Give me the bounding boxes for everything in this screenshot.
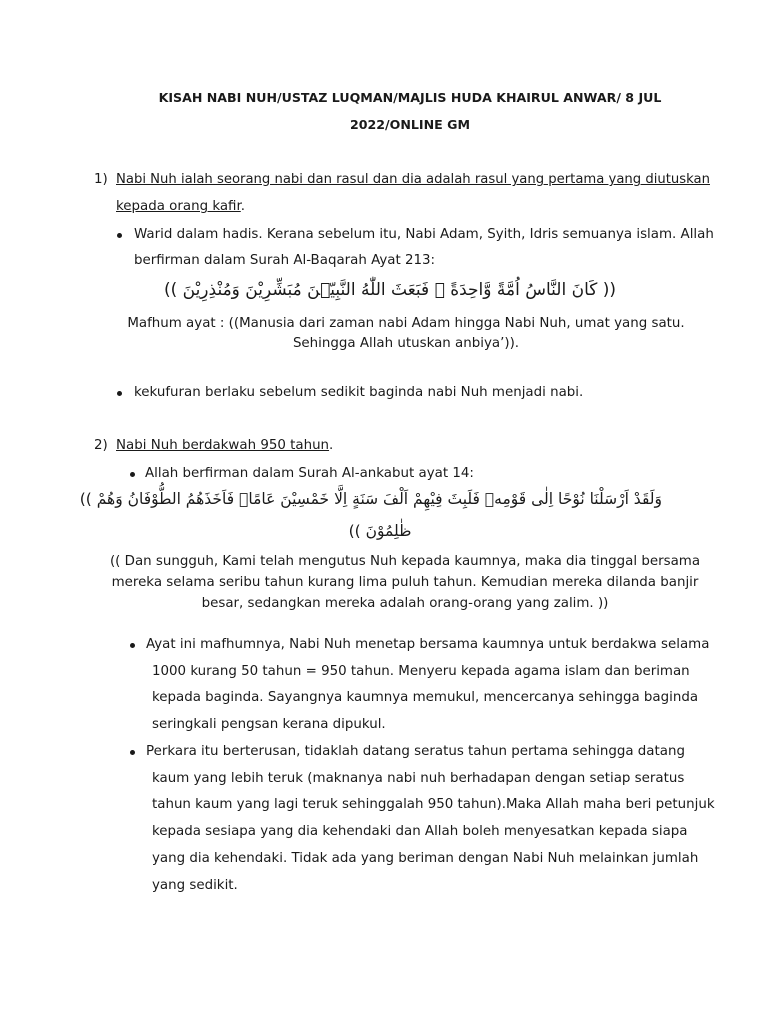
title-line-2: 2022/ONLINE GM — [349, 117, 470, 132]
section-2-bullet-2-line-4: seringkali pengsan kerana dipukul. — [152, 717, 386, 732]
quran-verse-baqarah-213: (( كَانَ النَّاسُ اُمَّةً وَّاحِدَةً ۗ فَبَعَثَ اللّٰهُ النَّبِيّٖنَ مُبَشِّرِيْنَ وَمُنْذِرِيْنَ )) — [163, 280, 617, 300]
section-1-bullet-1-line-1: Warid dalam hadis. Kerana sebelum itu, Nabi Adam, Syith, Idris semuanya islam. Allah — [134, 227, 714, 242]
translation-line-3: besar, sedangkan mereka adalah orang-orang yang zalim. )) — [201, 596, 609, 611]
section-2-bullet-3-line-3: tahun kaum yang lagi teruk sehinggalah 950 tahun).Maka Allah maha beri petunjuk — [152, 797, 715, 812]
quran-verse-ankabut-14-line-1: وَلَقَدْ اَرْسَلْنَا نُوْحًا اِلٰى قَوْمِهٖ فَلَبِثَ فِيْهِمْ اَلْفَ سَنَةٍ اِلَّا خَمْسِيْنَ عَامًاۗ فَاَخَذَهُمُ الطُّوْفَانُ وَهُمْ )) — [79, 490, 662, 508]
section-2-bullet-3-line-1: Perkara itu berterusan, tidaklah datang seratus tahun pertama sehingga datang — [146, 744, 685, 759]
section-2-bullet-3-line-5: yang dia kehendaki. Tidak ada yang beriman dengan Nabi Nuh melainkan jumlah — [152, 851, 699, 866]
translation-line-2: mereka selama seribu tahun kurang lima puluh tahun. Kemudian mereka dilanda banjir — [111, 575, 699, 590]
section-1-heading-line-2: kepada orang kafir — [116, 199, 241, 214]
section-2-bullet-2-line-2: 1000 kurang 50 tahun = 950 tahun. Menyeru kepada agama islam dan beriman — [152, 664, 690, 679]
section-2-heading: Nabi Nuh berdakwah 950 tahun — [116, 438, 330, 453]
title-line-1: KISAH NABI NUH/USTAZ LUQMAN/MAJLIS HUDA KHAIRUL ANWAR/ 8 JUL — [158, 90, 662, 105]
document-title — [120, 84, 700, 138]
mafhum-line-2: Sehingga Allah utuskan anbiya’)). — [292, 336, 520, 351]
section-2-bullet-3-line-6: yang sedikit. — [152, 878, 238, 893]
section-2-bullet-1: Allah berfirman dalam Surah Al-ankabut ayat 14: — [145, 466, 474, 481]
mafhum-line-1: Mafhum ayat : ((Manusia dari zaman nabi Adam hingga Nabi Nuh, umat yang satu. — [127, 316, 685, 331]
section-2-bullet-3-line-4: kepada sesiapa yang dia kehendaki dan Allah boleh menyesatkan kepada siapa — [152, 824, 688, 839]
quran-verse-ankabut-14-line-2: ظٰلِمُوْنَ )) — [348, 522, 412, 540]
section-1-heading-line-1: Nabi Nuh ialah seorang nabi dan rasul dan dia adalah rasul yang pertama yang diutuskan — [116, 172, 710, 187]
section-2-bullet-3-line-2: kaum yang lebih teruk (maknanya nabi nuh berhadapan dengan setiap seratus — [152, 771, 685, 786]
section-1-heading-suffix: . — [240, 199, 246, 214]
bullet-marker — [117, 391, 122, 396]
bullet-marker — [117, 233, 122, 238]
section-2-bullet-2-line-3: kepada baginda. Sayangnya kaumnya memukul, mencercanya sehingga baginda — [152, 690, 699, 705]
bullet-marker — [130, 643, 135, 648]
section-2-number: 2) — [94, 438, 108, 453]
translation-line-1: (( Dan sungguh, Kami telah mengutus Nuh kepada kaumnya, maka dia tinggal bersama — [109, 554, 701, 569]
section-1-heading-line-2-wrap — [116, 199, 245, 214]
section-1-bullet-2: kekufuran berlaku sebelum sedikit baginda nabi Nuh menjadi nabi. — [134, 385, 584, 400]
section-1-bullet-1-line-2: berfirman dalam Surah Al-Baqarah Ayat 213: — [134, 253, 436, 268]
section-2-heading-suffix: . — [329, 438, 334, 453]
section-1-number: 1) — [94, 172, 108, 187]
bullet-marker — [130, 750, 135, 755]
section-2-heading-wrap — [116, 438, 333, 453]
section-2-bullet-2-line-1: Ayat ini mafhumnya, Nabi Nuh menetap bersama kaumnya untuk berdakwa selama — [146, 637, 710, 652]
bullet-marker — [130, 472, 135, 477]
